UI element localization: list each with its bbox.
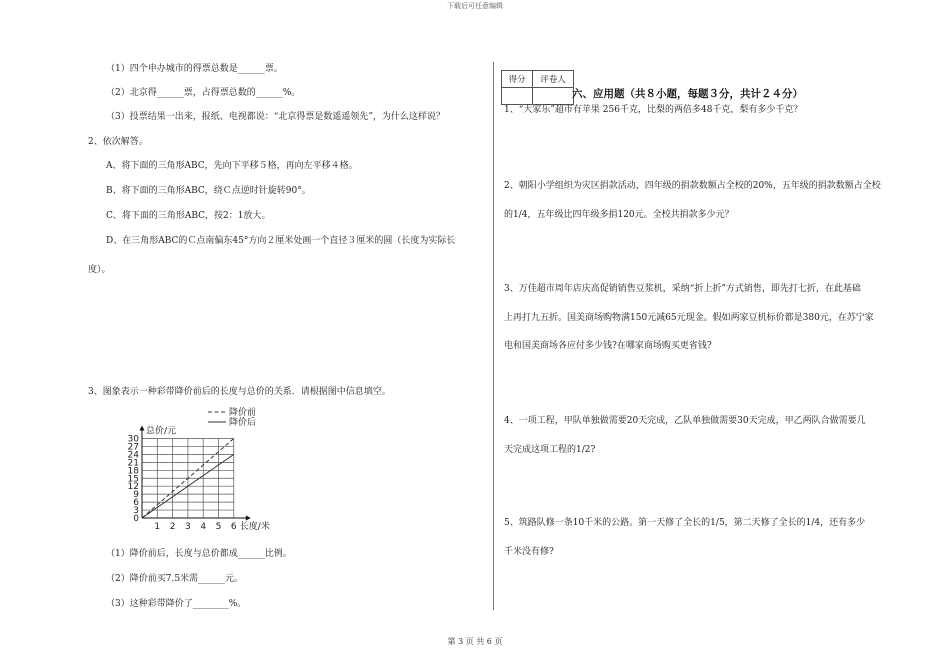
y-axis-label: 总价/元 — [146, 426, 177, 437]
question-line: A、将下面的三角形ABC，先向下平移５格，再向左平移４格。 — [106, 161, 358, 171]
section-title: 六、应用题（共８小题，每题３分，共计２４分） — [572, 88, 803, 100]
question-line: D、在三角形ABC的Ｃ点南偏东45°方向２厘米处画一个直径３厘米的圆（长度为实际长 — [106, 236, 456, 246]
y-tick-label: 24 — [127, 450, 139, 461]
y-tick-label: 21 — [127, 458, 139, 469]
page-header: 下载后可任意编辑 — [447, 2, 503, 10]
y-tick-label: 30 — [127, 434, 139, 445]
question-line: 千米没有修? — [504, 547, 554, 557]
score-table — [501, 70, 574, 105]
question-line: 天完成这项工程的1/2? — [504, 445, 596, 455]
question-line: （1）降价前后，长度与总价都成______比例。 — [106, 549, 292, 559]
x-tick-label: 6 — [230, 522, 237, 530]
y-tick-label: 27 — [127, 442, 139, 453]
y-tick-label: 0 — [133, 514, 139, 524]
question-line: （1）四个申办城市的得票总数是______票。 — [106, 64, 283, 74]
question-line: 度）。 — [88, 265, 111, 275]
x-tick-label: 5 — [215, 522, 222, 530]
price-length-chart — [118, 405, 288, 530]
column-divider — [493, 62, 494, 610]
chart-legend — [208, 406, 256, 428]
y-tick-label: 6 — [133, 498, 139, 509]
x-tick-label: 2 — [169, 522, 176, 530]
y-tick-label: 18 — [127, 466, 139, 477]
x-tick-label: 3 — [185, 522, 191, 530]
question-line: B、将下面的三角形ABC，绕Ｃ点逆时针旋转90°。 — [106, 186, 311, 196]
y-axis-arrow — [140, 426, 145, 431]
y-tick-label: 3 — [133, 506, 139, 517]
x-axis-arrow — [246, 516, 251, 521]
legend-label: 降价前 — [229, 408, 257, 418]
question-line: 1、“大家乐”超市有苹果 256千克，比梨的两倍多48千克，梨有多少千克？ — [504, 105, 803, 115]
question-line: 2、朝阳小学组织为灾区捐款活动，四年级的捐款数额占全校的20%，五年级的捐款数额占全校 — [504, 181, 881, 191]
page-footer: 第 3 页 共 6 页 — [447, 637, 503, 646]
x-axis-label: 长度/米 — [239, 522, 270, 530]
question-line: （3）这种彩带降价了________%。 — [106, 599, 247, 609]
question-line: 3、万佳超市周年店庆高促销销售豆浆机，采纳“折上折”方式销售，即先打七折，在此基础 — [504, 284, 861, 294]
y-tick-label: 9 — [133, 490, 139, 501]
question-line: 2、依次解答。 — [88, 137, 148, 147]
question-line: （2）降价前买7.5米需______元。 — [106, 574, 244, 584]
x-tick-label: 1 — [154, 522, 161, 530]
legend-label: 降价后 — [229, 418, 257, 428]
question-line: 3、图象表示一种彩带降价前后的长度与总价的关系．请根据图中信息填空。 — [88, 387, 391, 397]
question-line: 电和国美商场各应付多少钱?在哪家商场购买更省钱? — [504, 341, 712, 351]
question-line: 5、筑路队修一条10千米的公路。第一天修了全长的1/5，第二天修了全长的1/4，还有多少 — [504, 518, 866, 528]
reviewer-label: 评卷人 — [533, 71, 574, 88]
question-line: 4、一项工程，甲队单独做需要20天完成，乙队单独做需要30天完成，甲乙两队合做需要几 — [504, 416, 866, 426]
y-tick-label: 15 — [127, 474, 139, 485]
x-tick-label: 4 — [200, 522, 207, 530]
question-line: （3）投票结果一出来，报纸、电视都说：“北京得票是数遥遥领先”，为什么这样说？ — [106, 112, 445, 122]
question-line: C、将下面的三角形ABC，按2：1放大。 — [106, 211, 271, 221]
score-label: 得分 — [502, 71, 533, 88]
question-line: 的1/4，五年级比四年级多捐120元。全校共捐款多少元？ — [504, 210, 734, 220]
question-line: 上再打九五折。国美商场购物满150元减65元现金。假如两家豆机标价都是380元，在苏宁家 — [504, 313, 874, 323]
y-tick-label: 12 — [127, 482, 139, 493]
question-line: （2）北京得______票，占得票总数的______%。 — [106, 88, 301, 98]
